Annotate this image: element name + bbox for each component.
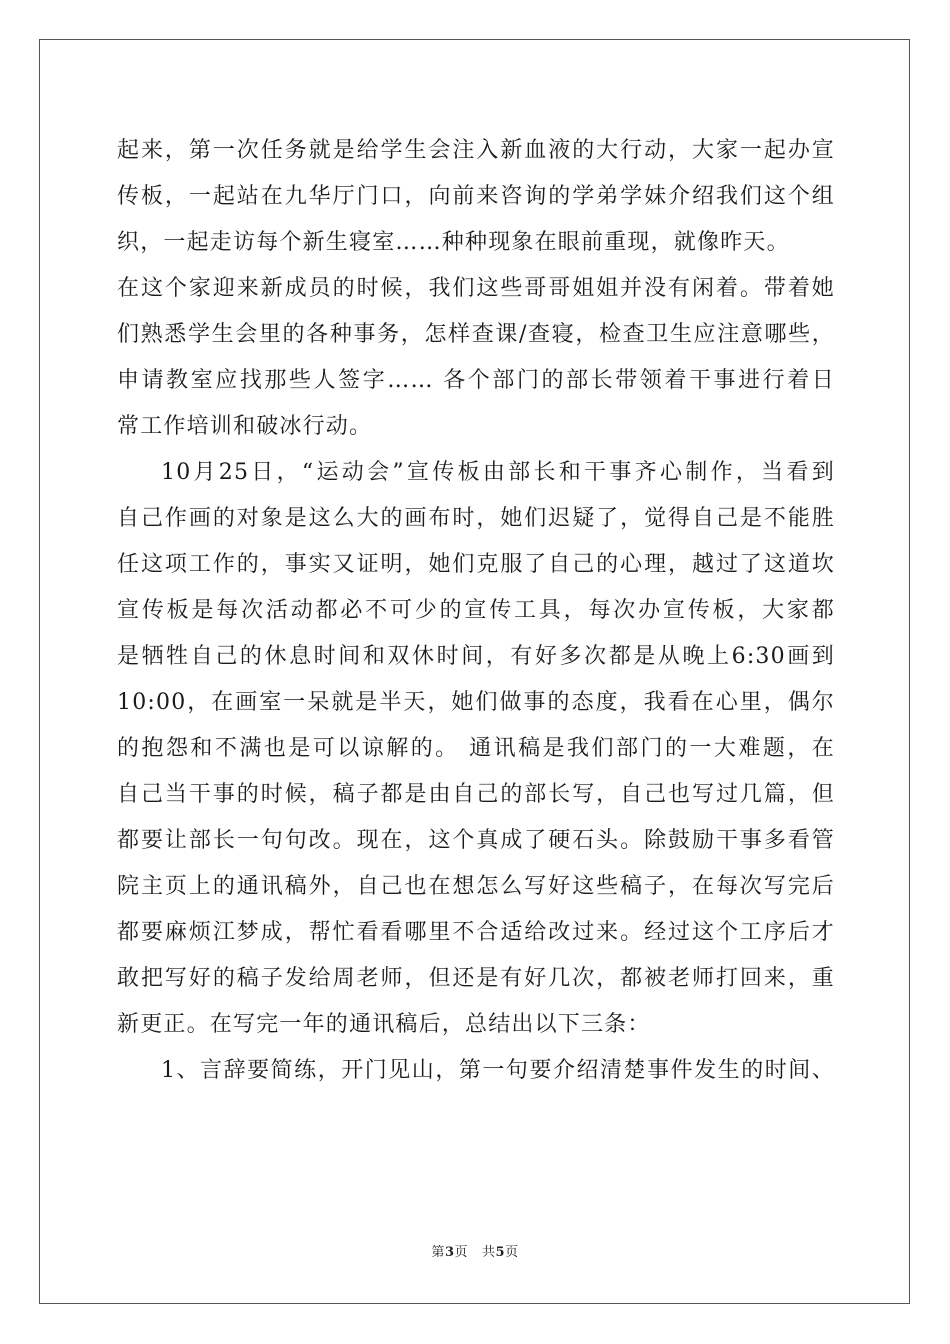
page-suffix: 页 bbox=[454, 1245, 468, 1260]
text-line: 院主页上的通讯稿外，自己也在想怎么写好这些稿子，在每次写完后 bbox=[117, 874, 835, 899]
text-line: 传板，一起站在九华厅门口，向前来咨询的学弟学妹介绍我们这个组 bbox=[117, 184, 835, 209]
text-line: 1、言辞要简练，开门见山，第一句要介绍清楚事件发生的时间、 bbox=[161, 1058, 835, 1083]
text-line: 们熟悉学生会里的各种事务，怎样查课/查寝，检查卫生应注意哪些， bbox=[117, 322, 835, 347]
text-line: 是牺牲自己的休息时间和双休时间，有好多次都是从晚上6:30画到 bbox=[117, 644, 835, 669]
text-line: 自己作画的对象是这么大的画布时，她们迟疑了，觉得自己是不能胜 bbox=[117, 506, 835, 531]
text-line: 常工作培训和破冰行动。 bbox=[117, 414, 373, 439]
total-page-number: 5 bbox=[495, 1245, 506, 1260]
text-line: 申请教室应找那些人签字…… 各个部门的部长带领着干事进行着日 bbox=[117, 368, 835, 393]
document-body bbox=[117, 132, 835, 1098]
text-line: 10:00，在画室一呆就是半天，她们做事的态度，我看在心里，偶尔 bbox=[117, 690, 835, 715]
text-line: 新更正。在写完一年的通讯稿后，总结出以下三条： bbox=[117, 1012, 651, 1037]
total-suffix: 页 bbox=[505, 1245, 519, 1260]
text-line: 都要让部长一句句改。现在，这个真成了硬石头。除鼓励干事多看管 bbox=[117, 828, 835, 853]
text-line: 在这个家迎来新成员的时候，我们这些哥哥姐姐并没有闲着。带着她 bbox=[117, 276, 835, 301]
text-line: 任这项工作的，事实又证明，她们克服了自己的心理，越过了这道坎 bbox=[117, 552, 835, 577]
current-page-number: 3 bbox=[444, 1245, 455, 1260]
text-line: 织，一起走访每个新生寝室……种种现象在眼前重现，就像昨天。 bbox=[117, 230, 790, 255]
page-footer bbox=[0, 1241, 950, 1260]
text-line: 都要麻烦江梦成，帮忙看看哪里不合适给改过来。经过这个工序后才 bbox=[117, 920, 835, 945]
total-prefix: 共 bbox=[482, 1245, 496, 1260]
text-line: 的抱怨和不满也是可以谅解的。 通讯稿是我们部门的一大难题，在 bbox=[117, 736, 835, 761]
text-line: 敢把写好的稿子发给周老师，但还是有好几次，都被老师打回来，重 bbox=[117, 966, 835, 991]
text-line: 自己当干事的时候，稿子都是由自己的部长写，自己也写过几篇，但 bbox=[117, 782, 835, 807]
text-line: 起来，第一次任务就是给学生会注入新血液的大行动，大家一起办宣 bbox=[117, 138, 835, 163]
text-line: 宣传板是每次活动都必不可少的宣传工具，每次办宣传板，大家都 bbox=[117, 598, 835, 623]
text-line: 10月25日，“运动会”宣传板由部长和干事齐心制作，当看到 bbox=[161, 460, 835, 485]
page-prefix: 第 bbox=[431, 1245, 445, 1260]
